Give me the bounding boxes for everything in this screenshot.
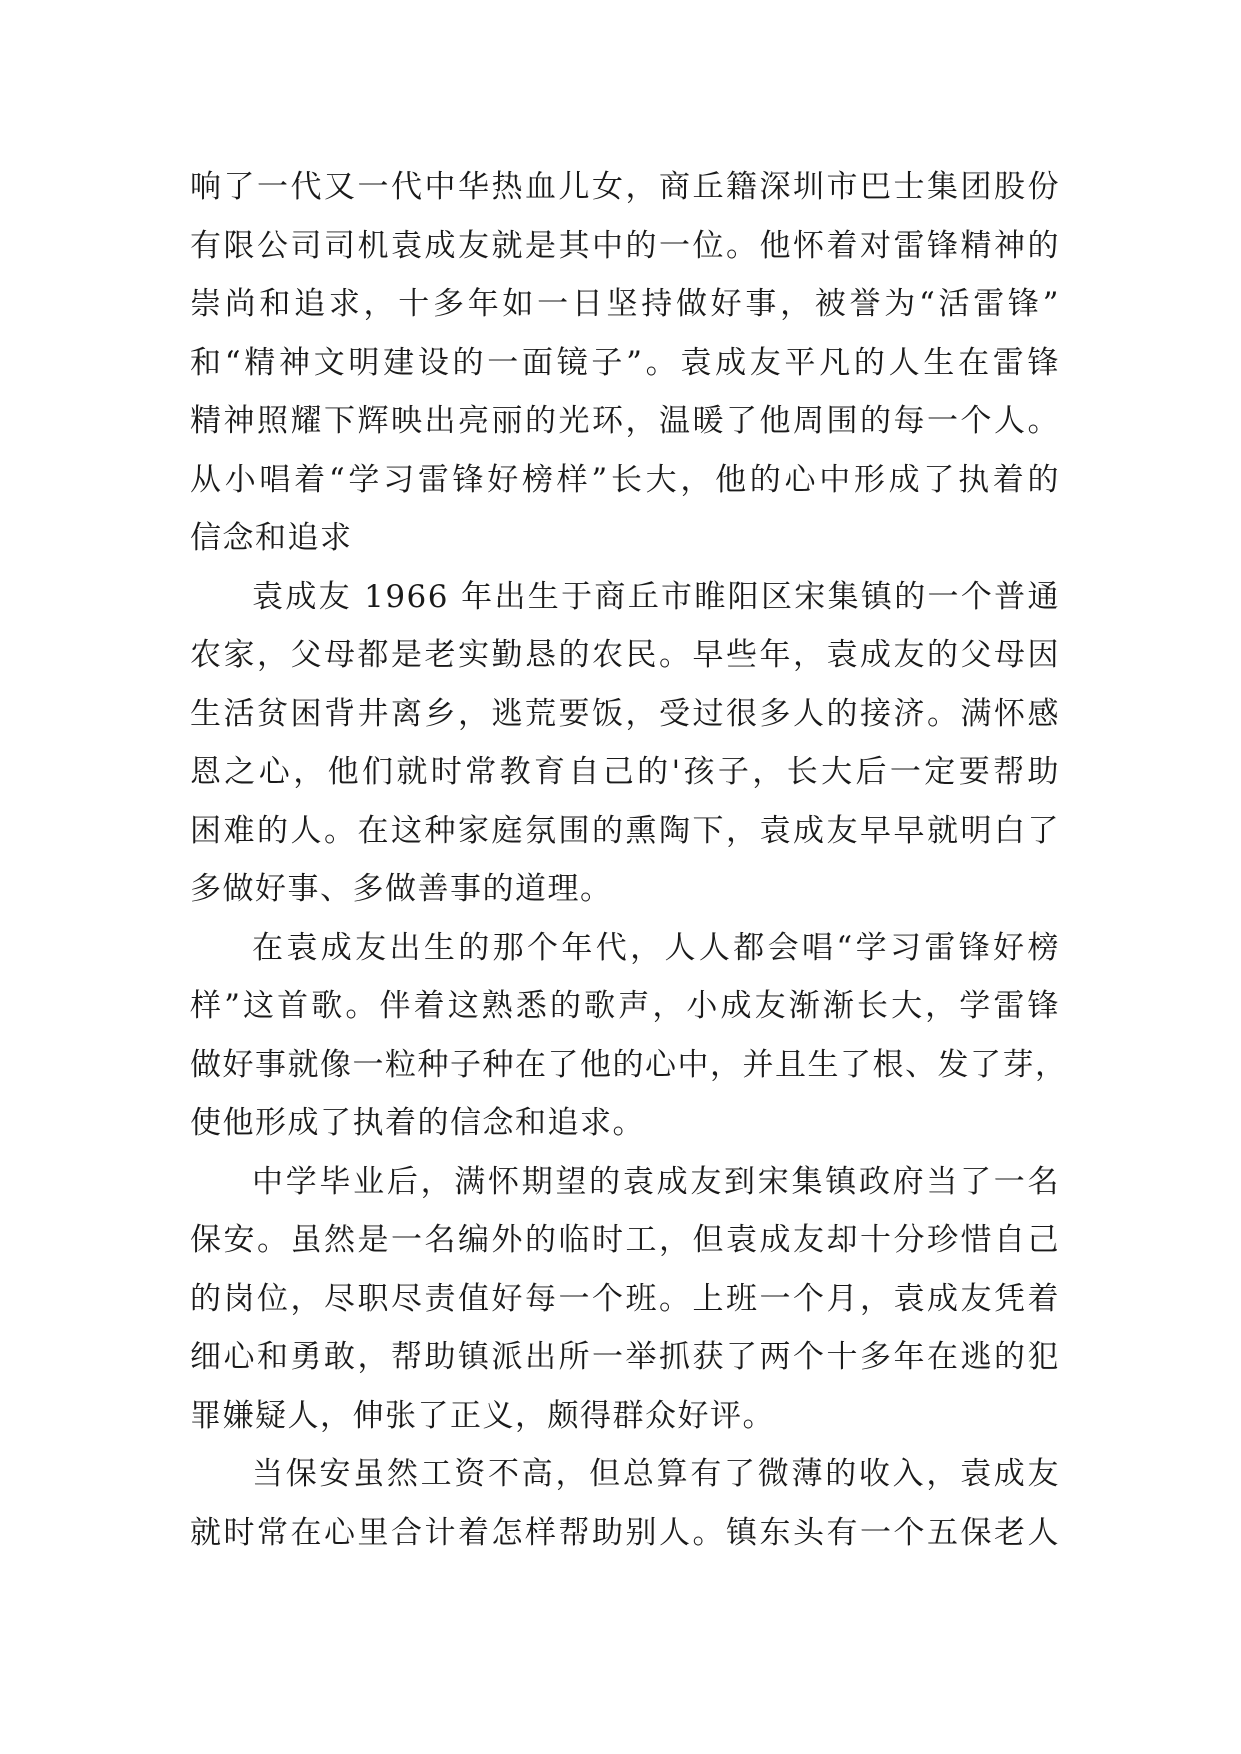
text-line: 精神照耀下辉映出亮丽的光环，温暖了他周围的每一个人。 xyxy=(190,403,1060,439)
text-line: 当保安虽然工资不高，但总算有了微薄的收入，袁成友 xyxy=(252,1456,1060,1492)
paragraph-1 xyxy=(190,158,1060,568)
text-line: 罪嫌疑人，伸张了正义，颇得群众好评。 xyxy=(190,1397,775,1434)
text-line: 崇尚和追求，十多年如一日坚持做好事，被誉为“活雷锋” xyxy=(190,286,1060,322)
paragraph-3 xyxy=(190,919,1068,1153)
body-text xyxy=(190,158,1068,1562)
text-line: 信念和追求 xyxy=(190,520,353,556)
text-line: 响了一代又一代中华热血儿女，商丘籍深圳市巴士集团股份 xyxy=(190,169,1060,205)
text-line: 多做好事、多做善事的道理。 xyxy=(190,871,613,907)
text-line: 在袁成友出生的那个年代，人人都会唱“学习雷锋好榜 xyxy=(252,929,1060,966)
text-line: 恩之心，他们就时常教育自己的'孩子，长大后一定要帮助 xyxy=(190,754,1060,790)
text-line: 使他形成了执着的信念和追求。 xyxy=(190,1105,645,1141)
text-line: 的岗位，尽职尽责值好每一个班。上班一个月，袁成友凭着 xyxy=(190,1280,1060,1317)
text-line: 做好事就像一粒种子种在了他的心中，并且生了根、发了芽， xyxy=(190,1046,1068,1083)
paragraph-4 xyxy=(190,1153,1060,1446)
text-line: 有限公司司机袁成友就是其中的一位。他怀着对雷锋精神的 xyxy=(190,227,1060,264)
text-line: 从小唱着“学习雷锋好榜样”长大，他的心中形成了执着的 xyxy=(190,461,1060,498)
paragraph-2 xyxy=(190,568,1060,919)
text-line: 和“精神文明建设的一面镜子”。袁成友平凡的人生在雷锋 xyxy=(190,344,1060,381)
text-line: 细心和勇敢，帮助镇派出所一举抓获了两个十多年在逃的犯 xyxy=(190,1339,1060,1375)
text-line: 农家，父母都是老实勤恳的农民。早些年，袁成友的父母因 xyxy=(190,637,1060,673)
text-line: 袁成友 1966 年出生于商丘市睢阳区宋集镇的一个普通 xyxy=(252,578,1060,615)
text-line: 困难的人。在这种家庭氛围的熏陶下，袁成友早早就明白了 xyxy=(190,812,1060,849)
text-line: 样”这首歌。伴着这熟悉的歌声，小成友渐渐长大，学雷锋 xyxy=(190,988,1060,1024)
text-line: 生活贫困背井离乡，逃荒要饭，受过很多人的接济。满怀感 xyxy=(190,695,1060,732)
text-line: 保安。虽然是一名编外的临时工，但袁成友却十分珍惜自己 xyxy=(190,1222,1060,1258)
paragraph-5 xyxy=(190,1445,1060,1562)
text-line: 中学毕业后，满怀期望的袁成友到宋集镇政府当了一名 xyxy=(252,1163,1060,1200)
text-line: 就时常在心里合计着怎样帮助别人。镇东头有一个五保老人 xyxy=(190,1514,1060,1551)
